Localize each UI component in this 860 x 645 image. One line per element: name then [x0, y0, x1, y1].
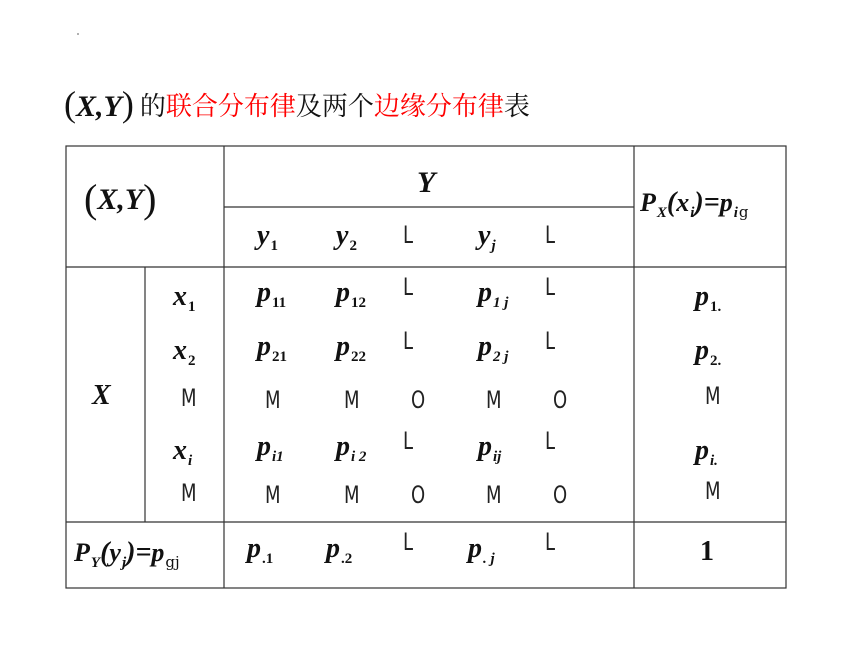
heading-text-2: 及两个 — [295, 91, 374, 122]
cell-glyph: M — [344, 481, 360, 509]
cell-glyph: O — [411, 386, 426, 414]
cell-probability: $p_{i 2}$ — [336, 431, 367, 465]
heading-text-1: 的 — [139, 91, 166, 122]
marginal-y-value: $p_{. j}$ — [468, 533, 495, 567]
cell-glyph: M — [486, 386, 502, 414]
y-header: Y — [417, 166, 436, 199]
cell-probability: $p_{2 j}$ — [478, 331, 509, 365]
py-label: $P_Y(y_j)=p_{gj}$ — [74, 537, 180, 571]
marginal-x-value: $p_{2.}$ — [695, 335, 722, 369]
marginal-x-vdots: M — [705, 477, 721, 505]
heading-text-3: 表 — [503, 91, 530, 122]
marginal-x-vdots: M — [705, 382, 721, 410]
cell-probability: $p_{1 j}$ — [478, 277, 509, 311]
heading-marginal-term: 边缘分布律 — [373, 91, 504, 122]
cell-glyph: M — [265, 481, 281, 509]
corner-label: (X,Y) — [84, 176, 157, 221]
marginal-x-value: $p_{i.}$ — [695, 435, 718, 469]
cell-glyph: L — [403, 427, 414, 455]
x-label: X — [92, 380, 111, 411]
cell-probability: $p_{ij}$ — [478, 431, 502, 465]
cell-probability: $p_{12}$ — [336, 277, 366, 311]
cell-glyph: L — [403, 327, 414, 355]
row-head-x: $x_2$ — [173, 335, 196, 369]
col-head-y: $y_2$ — [336, 220, 357, 254]
marginal-x-value: $p_{1.}$ — [695, 281, 722, 315]
cell-glyph: M — [344, 386, 360, 414]
cell-probability: $p_{21}$ — [257, 331, 287, 365]
cell-glyph: M — [265, 386, 281, 414]
px-header: $P_X(x_i)=p_{ig}$ — [640, 187, 749, 221]
col-head-ellipsis: L — [403, 221, 414, 249]
cell-glyph: O — [411, 481, 426, 509]
row-head-vdots: M — [181, 384, 197, 412]
col-head-y: $y_1$ — [257, 220, 278, 254]
cell-glyph: L — [545, 327, 556, 355]
col-head-y: $y_j$ — [478, 220, 496, 254]
cell-glyph: L — [545, 273, 556, 301]
row-head-x: $x_i$ — [173, 435, 193, 469]
marginal-y-value: $p_{.1}$ — [247, 533, 274, 567]
cell-glyph: O — [553, 481, 568, 509]
cell-probability: $p_{11}$ — [257, 277, 287, 311]
marginal-y-ellipsis: L — [545, 528, 556, 556]
cell-glyph: O — [553, 386, 568, 414]
row-head-vdots: M — [181, 479, 197, 507]
cell-probability: $p_{22}$ — [336, 331, 366, 365]
cell-glyph: L — [545, 427, 556, 455]
col-head-ellipsis: L — [545, 221, 556, 249]
heading-math: (X,Y) — [64, 84, 134, 124]
heading-joint-term: 联合分布律 — [165, 91, 296, 122]
marginal-y-value: $p_{.2}$ — [326, 533, 353, 567]
cell-probability: $p_{i1}$ — [257, 431, 284, 465]
total-cell: 1 — [700, 536, 714, 567]
row-head-x: $x_1$ — [173, 281, 196, 315]
cell-glyph: M — [486, 481, 502, 509]
cell-glyph: L — [403, 273, 414, 301]
marginal-y-ellipsis: L — [403, 528, 414, 556]
